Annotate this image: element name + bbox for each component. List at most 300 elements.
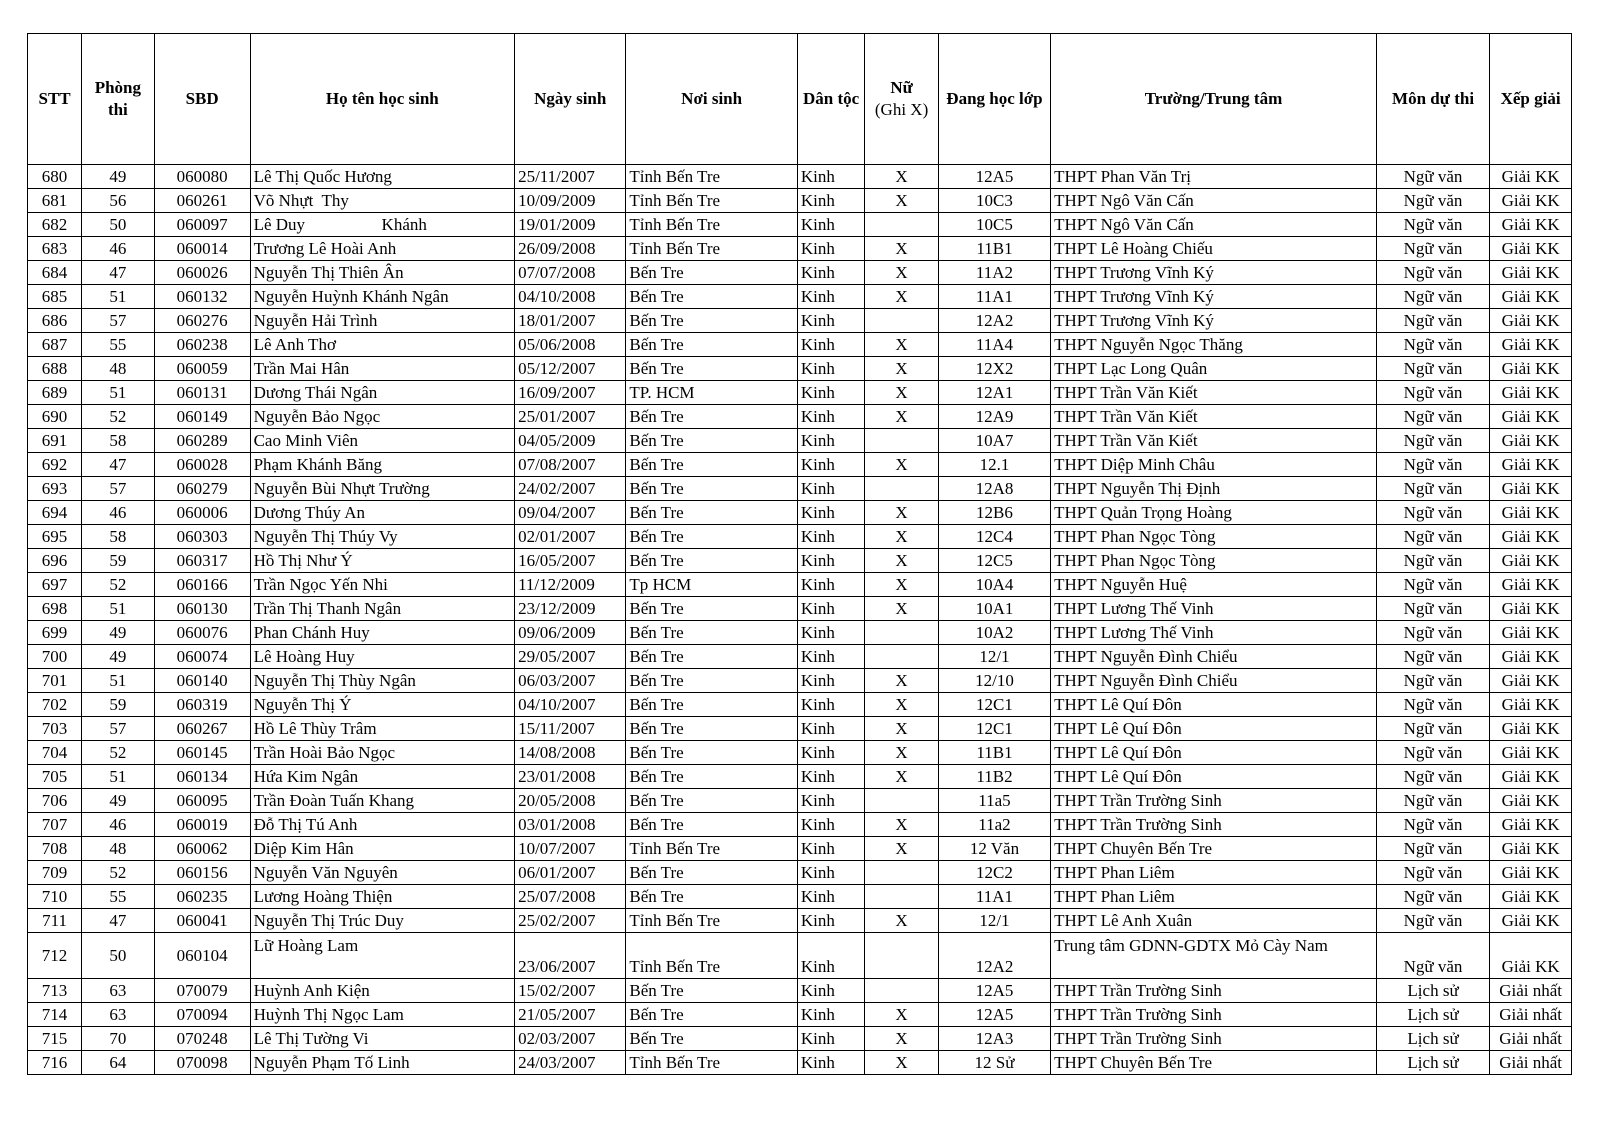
header-mon: Môn dự thi xyxy=(1376,34,1489,165)
cell-sbd: 070079 xyxy=(154,979,250,1003)
cell-truong: THPT Ngô Văn Cấn xyxy=(1051,213,1377,237)
cell-ho-ten: Nguyễn Bảo Ngọc xyxy=(250,405,514,429)
cell-nu: X xyxy=(865,261,939,285)
cell-mon: Ngữ văn xyxy=(1376,549,1489,573)
cell-sbd: 060006 xyxy=(154,501,250,525)
cell-ngay-sinh: 23/01/2008 xyxy=(515,765,626,789)
cell-phong-thi: 70 xyxy=(82,1027,155,1051)
cell-ngay-sinh: 23/06/2007 xyxy=(515,933,626,979)
cell-dan-toc: Kinh xyxy=(797,717,864,741)
cell-dan-toc: Kinh xyxy=(797,1027,864,1051)
cell-mon: Ngữ văn xyxy=(1376,309,1489,333)
cell-lop: 10C3 xyxy=(938,189,1050,213)
cell-ho-ten: Trần Hoài Bảo Ngọc xyxy=(250,741,514,765)
cell-dan-toc: Kinh xyxy=(797,285,864,309)
cell-stt: 682 xyxy=(28,213,82,237)
cell-nu: X xyxy=(865,381,939,405)
cell-noi-sinh: Tỉnh Bến Tre xyxy=(626,837,798,861)
cell-sbd: 060019 xyxy=(154,813,250,837)
cell-lop: 12/1 xyxy=(938,645,1050,669)
cell-phong-thi: 46 xyxy=(82,813,155,837)
cell-ngay-sinh: 29/05/2007 xyxy=(515,645,626,669)
cell-nu: X xyxy=(865,189,939,213)
cell-lop: 10A7 xyxy=(938,429,1050,453)
header-dan-toc: Dân tộc xyxy=(797,34,864,165)
cell-dan-toc: Kinh xyxy=(797,165,864,189)
cell-truong: THPT Lê Quí Đôn xyxy=(1051,765,1377,789)
table-row xyxy=(28,381,1572,405)
cell-truong: THPT Nguyễn Đình Chiểu xyxy=(1051,669,1377,693)
cell-phong-thi: 56 xyxy=(82,189,155,213)
cell-nu: X xyxy=(865,909,939,933)
cell-dan-toc: Kinh xyxy=(797,669,864,693)
cell-phong-thi: 64 xyxy=(82,1051,155,1075)
cell-noi-sinh: Bến Tre xyxy=(626,357,798,381)
cell-ngay-sinh: 02/03/2007 xyxy=(515,1027,626,1051)
cell-nu xyxy=(865,979,939,1003)
cell-phong-thi: 48 xyxy=(82,837,155,861)
cell-sbd: 060014 xyxy=(154,237,250,261)
cell-dan-toc: Kinh xyxy=(797,213,864,237)
table-row xyxy=(28,429,1572,453)
cell-giai: Giải KK xyxy=(1490,477,1572,501)
cell-mon: Ngữ văn xyxy=(1376,573,1489,597)
cell-nu: X xyxy=(865,1003,939,1027)
cell-lop: 12C4 xyxy=(938,525,1050,549)
cell-truong: THPT Trần Trường Sinh xyxy=(1051,979,1377,1003)
cell-mon: Ngữ văn xyxy=(1376,477,1489,501)
cell-stt: 714 xyxy=(28,1003,82,1027)
cell-stt: 711 xyxy=(28,909,82,933)
cell-nu xyxy=(865,933,939,979)
cell-stt: 707 xyxy=(28,813,82,837)
cell-giai: Giải KK xyxy=(1490,813,1572,837)
cell-dan-toc: Kinh xyxy=(797,573,864,597)
cell-phong-thi: 58 xyxy=(82,429,155,453)
cell-giai: Giải KK xyxy=(1490,645,1572,669)
cell-ho-ten: Nguyễn Thị Ý xyxy=(250,693,514,717)
cell-truong: THPT Lạc Long Quân xyxy=(1051,357,1377,381)
cell-ngay-sinh: 10/09/2009 xyxy=(515,189,626,213)
table-row xyxy=(28,813,1572,837)
cell-mon: Ngữ văn xyxy=(1376,645,1489,669)
cell-nu xyxy=(865,429,939,453)
cell-truong: THPT Ngô Văn Cấn xyxy=(1051,189,1377,213)
cell-stt: 685 xyxy=(28,285,82,309)
cell-ngay-sinh: 18/01/2007 xyxy=(515,309,626,333)
cell-phong-thi: 58 xyxy=(82,525,155,549)
cell-noi-sinh: Tỉnh Bến Tre xyxy=(626,189,798,213)
cell-giai: Giải KK xyxy=(1490,213,1572,237)
cell-dan-toc: Kinh xyxy=(797,645,864,669)
cell-ho-ten: Phan Chánh Huy xyxy=(250,621,514,645)
cell-mon: Ngữ văn xyxy=(1376,669,1489,693)
cell-lop: 10A2 xyxy=(938,621,1050,645)
table-row xyxy=(28,741,1572,765)
table-row xyxy=(28,165,1572,189)
cell-sbd: 060279 xyxy=(154,477,250,501)
header-ngay-sinh: Ngày sinh xyxy=(515,34,626,165)
cell-dan-toc: Kinh xyxy=(797,357,864,381)
cell-ngay-sinh: 26/09/2008 xyxy=(515,237,626,261)
cell-mon: Ngữ văn xyxy=(1376,237,1489,261)
cell-sbd: 060074 xyxy=(154,645,250,669)
cell-ho-ten: Nguyễn Phạm Tố Linh xyxy=(250,1051,514,1075)
cell-phong-thi: 50 xyxy=(82,213,155,237)
cell-ngay-sinh: 07/07/2008 xyxy=(515,261,626,285)
cell-mon: Lịch sử xyxy=(1376,1027,1489,1051)
cell-mon: Ngữ văn xyxy=(1376,837,1489,861)
cell-stt: 695 xyxy=(28,525,82,549)
cell-phong-thi: 50 xyxy=(82,933,155,979)
cell-truong: THPT Nguyễn Ngọc Thăng xyxy=(1051,333,1377,357)
cell-nu: X xyxy=(865,741,939,765)
cell-lop: 12/10 xyxy=(938,669,1050,693)
cell-dan-toc: Kinh xyxy=(797,261,864,285)
table-row xyxy=(28,213,1572,237)
cell-ngay-sinh: 25/01/2007 xyxy=(515,405,626,429)
cell-ho-ten: Lương Hoàng Thiện xyxy=(250,885,514,909)
cell-ngay-sinh: 14/08/2008 xyxy=(515,741,626,765)
cell-ho-ten: Hồ Thị Như Ý xyxy=(250,549,514,573)
cell-stt: 701 xyxy=(28,669,82,693)
cell-lop: 12A5 xyxy=(938,165,1050,189)
table-row xyxy=(28,309,1572,333)
cell-truong: THPT Chuyên Bến Tre xyxy=(1051,1051,1377,1075)
table-row xyxy=(28,645,1572,669)
cell-phong-thi: 52 xyxy=(82,405,155,429)
cell-phong-thi: 52 xyxy=(82,573,155,597)
cell-dan-toc: Kinh xyxy=(797,789,864,813)
cell-giai: Giải KK xyxy=(1490,597,1572,621)
cell-stt: 712 xyxy=(28,933,82,979)
cell-stt: 706 xyxy=(28,789,82,813)
cell-giai: Giải KK xyxy=(1490,453,1572,477)
cell-noi-sinh: Tỉnh Bến Tre xyxy=(626,165,798,189)
cell-stt: 715 xyxy=(28,1027,82,1051)
cell-truong: THPT Lương Thế Vinh xyxy=(1051,621,1377,645)
table-row xyxy=(28,333,1572,357)
cell-nu: X xyxy=(865,717,939,741)
cell-stt: 704 xyxy=(28,741,82,765)
cell-sbd: 060238 xyxy=(154,333,250,357)
cell-truong: THPT Phan Ngọc Tòng xyxy=(1051,525,1377,549)
cell-noi-sinh: TP. HCM xyxy=(626,381,798,405)
cell-stt: 681 xyxy=(28,189,82,213)
cell-nu: X xyxy=(865,813,939,837)
header-nu-sub: (Ghi X) xyxy=(874,100,929,119)
cell-giai: Giải nhất xyxy=(1490,1027,1572,1051)
cell-dan-toc: Kinh xyxy=(797,909,864,933)
cell-sbd: 060166 xyxy=(154,573,250,597)
cell-lop: 12/1 xyxy=(938,909,1050,933)
cell-truong: THPT Trần Trường Sinh xyxy=(1051,1003,1377,1027)
cell-mon: Lịch sử xyxy=(1376,1003,1489,1027)
cell-ho-ten: Lê Thị Tường Vi xyxy=(250,1027,514,1051)
cell-stt: 687 xyxy=(28,333,82,357)
cell-dan-toc: Kinh xyxy=(797,429,864,453)
cell-lop: 12X2 xyxy=(938,357,1050,381)
cell-nu: X xyxy=(865,357,939,381)
cell-phong-thi: 52 xyxy=(82,861,155,885)
cell-ho-ten: Lê Hoàng Huy xyxy=(250,645,514,669)
cell-giai: Giải KK xyxy=(1490,741,1572,765)
cell-stt: 709 xyxy=(28,861,82,885)
cell-ho-ten: Cao Minh Viên xyxy=(250,429,514,453)
cell-noi-sinh: Bến Tre xyxy=(626,621,798,645)
cell-nu: X xyxy=(865,693,939,717)
cell-truong: THPT Nguyễn Thị Định xyxy=(1051,477,1377,501)
header-nu-label: Nữ xyxy=(890,78,913,97)
cell-phong-thi: 57 xyxy=(82,309,155,333)
cell-ngay-sinh: 16/05/2007 xyxy=(515,549,626,573)
cell-ho-ten: Nguyễn Thị Thúy Vy xyxy=(250,525,514,549)
table-row xyxy=(28,189,1572,213)
cell-sbd: 070094 xyxy=(154,1003,250,1027)
cell-nu: X xyxy=(865,1051,939,1075)
cell-mon: Ngữ văn xyxy=(1376,693,1489,717)
cell-lop: 12A8 xyxy=(938,477,1050,501)
cell-mon: Ngữ văn xyxy=(1376,861,1489,885)
cell-noi-sinh: Bến Tre xyxy=(626,525,798,549)
cell-truong: THPT Diệp Minh Châu xyxy=(1051,453,1377,477)
cell-phong-thi: 47 xyxy=(82,909,155,933)
cell-truong: THPT Lê Quí Đôn xyxy=(1051,741,1377,765)
cell-sbd: 060267 xyxy=(154,717,250,741)
cell-sbd: 060104 xyxy=(154,933,250,979)
cell-giai: Giải KK xyxy=(1490,669,1572,693)
cell-phong-thi: 46 xyxy=(82,237,155,261)
cell-phong-thi: 52 xyxy=(82,741,155,765)
cell-phong-thi: 51 xyxy=(82,765,155,789)
cell-lop: 11B1 xyxy=(938,741,1050,765)
cell-truong: THPT Nguyễn Huệ xyxy=(1051,573,1377,597)
cell-dan-toc: Kinh xyxy=(797,885,864,909)
cell-sbd: 060028 xyxy=(154,453,250,477)
cell-mon: Ngữ văn xyxy=(1376,621,1489,645)
cell-noi-sinh: Bến Tre xyxy=(626,333,798,357)
cell-ho-ten: Hứa Kim Ngân xyxy=(250,765,514,789)
cell-ngay-sinh: 24/02/2007 xyxy=(515,477,626,501)
cell-giai: Giải KK xyxy=(1490,837,1572,861)
cell-truong: THPT Lê Hoàng Chiếu xyxy=(1051,237,1377,261)
cell-phong-thi: 47 xyxy=(82,453,155,477)
cell-dan-toc: Kinh xyxy=(797,1003,864,1027)
cell-ho-ten: Nguyễn Thị Thùy Ngân xyxy=(250,669,514,693)
cell-mon: Ngữ văn xyxy=(1376,741,1489,765)
cell-noi-sinh: Bến Tre xyxy=(626,669,798,693)
header-truong: Trường/Trung tâm xyxy=(1051,34,1377,165)
cell-truong: THPT Trần Trường Sinh xyxy=(1051,1027,1377,1051)
cell-stt: 686 xyxy=(28,309,82,333)
cell-giai: Giải KK xyxy=(1490,933,1572,979)
table-row xyxy=(28,405,1572,429)
results-table xyxy=(27,33,1572,1075)
cell-truong: THPT Chuyên Bến Tre xyxy=(1051,837,1377,861)
cell-giai: Giải KK xyxy=(1490,717,1572,741)
cell-giai: Giải KK xyxy=(1490,573,1572,597)
cell-sbd: 060156 xyxy=(154,861,250,885)
cell-stt: 708 xyxy=(28,837,82,861)
cell-nu: X xyxy=(865,501,939,525)
cell-truong: THPT Trần Trường Sinh xyxy=(1051,813,1377,837)
cell-ho-ten: Lê Anh Thơ xyxy=(250,333,514,357)
cell-sbd: 060041 xyxy=(154,909,250,933)
cell-stt: 696 xyxy=(28,549,82,573)
cell-phong-thi: 55 xyxy=(82,885,155,909)
cell-nu: X xyxy=(865,333,939,357)
cell-dan-toc: Kinh xyxy=(797,405,864,429)
cell-lop: 12 Văn xyxy=(938,837,1050,861)
cell-sbd: 060062 xyxy=(154,837,250,861)
cell-mon: Ngữ văn xyxy=(1376,213,1489,237)
table-row xyxy=(28,789,1572,813)
cell-noi-sinh: Bến Tre xyxy=(626,261,798,285)
cell-dan-toc: Kinh xyxy=(797,813,864,837)
table-row xyxy=(28,501,1572,525)
cell-ngay-sinh: 03/01/2008 xyxy=(515,813,626,837)
cell-noi-sinh: Tỉnh Bến Tre xyxy=(626,237,798,261)
cell-lop: 12C1 xyxy=(938,693,1050,717)
cell-dan-toc: Kinh xyxy=(797,597,864,621)
cell-nu xyxy=(865,789,939,813)
table-row xyxy=(28,693,1572,717)
cell-dan-toc: Kinh xyxy=(797,309,864,333)
cell-sbd: 060130 xyxy=(154,597,250,621)
cell-nu: X xyxy=(865,597,939,621)
cell-noi-sinh: Bến Tre xyxy=(626,597,798,621)
header-ho-ten: Họ tên học sinh xyxy=(250,34,514,165)
cell-noi-sinh: Bến Tre xyxy=(626,405,798,429)
cell-nu xyxy=(865,645,939,669)
cell-ngay-sinh: 16/09/2007 xyxy=(515,381,626,405)
cell-mon: Ngữ văn xyxy=(1376,285,1489,309)
cell-mon: Ngữ văn xyxy=(1376,357,1489,381)
cell-ho-ten: Phạm Khánh Băng xyxy=(250,453,514,477)
cell-lop: 12.1 xyxy=(938,453,1050,477)
table-row xyxy=(28,765,1572,789)
cell-mon: Ngữ văn xyxy=(1376,813,1489,837)
cell-phong-thi: 46 xyxy=(82,501,155,525)
cell-noi-sinh: Bến Tre xyxy=(626,429,798,453)
cell-lop: 10C5 xyxy=(938,213,1050,237)
cell-truong: THPT Nguyễn Đình Chiểu xyxy=(1051,645,1377,669)
cell-giai: Giải KK xyxy=(1490,165,1572,189)
cell-phong-thi: 47 xyxy=(82,261,155,285)
cell-giai: Giải KK xyxy=(1490,549,1572,573)
cell-stt: 700 xyxy=(28,645,82,669)
cell-ho-ten: Dương Thái Ngân xyxy=(250,381,514,405)
cell-noi-sinh: Tp HCM xyxy=(626,573,798,597)
table-row xyxy=(28,861,1572,885)
cell-mon: Ngữ văn xyxy=(1376,765,1489,789)
cell-nu: X xyxy=(865,525,939,549)
cell-lop: 10A4 xyxy=(938,573,1050,597)
cell-lop: 12A3 xyxy=(938,1027,1050,1051)
cell-stt: 689 xyxy=(28,381,82,405)
cell-nu: X xyxy=(865,549,939,573)
cell-noi-sinh: Bến Tre xyxy=(626,813,798,837)
cell-phong-thi: 51 xyxy=(82,597,155,621)
cell-ngay-sinh: 15/02/2007 xyxy=(515,979,626,1003)
cell-mon: Ngữ văn xyxy=(1376,429,1489,453)
cell-dan-toc: Kinh xyxy=(797,477,864,501)
table-row xyxy=(28,597,1572,621)
cell-ngay-sinh: 24/03/2007 xyxy=(515,1051,626,1075)
cell-sbd: 060076 xyxy=(154,621,250,645)
cell-lop: 12A2 xyxy=(938,309,1050,333)
cell-phong-thi: 63 xyxy=(82,1003,155,1027)
cell-ngay-sinh: 15/11/2007 xyxy=(515,717,626,741)
cell-truong: THPT Phan Ngọc Tòng xyxy=(1051,549,1377,573)
cell-noi-sinh: Bến Tre xyxy=(626,861,798,885)
cell-lop: 12C5 xyxy=(938,549,1050,573)
cell-giai: Giải KK xyxy=(1490,333,1572,357)
cell-phong-thi: 57 xyxy=(82,717,155,741)
cell-ngay-sinh: 05/12/2007 xyxy=(515,357,626,381)
table-row xyxy=(28,549,1572,573)
cell-nu: X xyxy=(865,669,939,693)
cell-dan-toc: Kinh xyxy=(797,693,864,717)
cell-sbd: 060149 xyxy=(154,405,250,429)
cell-mon: Ngữ văn xyxy=(1376,789,1489,813)
cell-mon: Ngữ văn xyxy=(1376,933,1489,979)
cell-ngay-sinh: 04/05/2009 xyxy=(515,429,626,453)
cell-dan-toc: Kinh xyxy=(797,189,864,213)
cell-giai: Giải KK xyxy=(1490,309,1572,333)
cell-ho-ten: Nguyễn Huỳnh Khánh Ngân xyxy=(250,285,514,309)
cell-ho-ten: Huỳnh Thị Ngọc Lam xyxy=(250,1003,514,1027)
cell-truong: THPT Trương Vĩnh Ký xyxy=(1051,309,1377,333)
cell-ho-ten: Lữ Hoàng Lam xyxy=(250,933,514,979)
cell-nu xyxy=(865,477,939,501)
cell-lop: 12A5 xyxy=(938,1003,1050,1027)
table-row xyxy=(28,261,1572,285)
cell-truong: Trung tâm GDNN-GDTX Mỏ Cày Nam xyxy=(1051,933,1377,979)
cell-giai: Giải KK xyxy=(1490,405,1572,429)
cell-sbd: 060145 xyxy=(154,741,250,765)
table-row xyxy=(28,1027,1572,1051)
cell-giai: Giải KK xyxy=(1490,525,1572,549)
cell-nu: X xyxy=(865,285,939,309)
cell-stt: 690 xyxy=(28,405,82,429)
table-row xyxy=(28,979,1572,1003)
cell-stt: 693 xyxy=(28,477,82,501)
cell-dan-toc: Kinh xyxy=(797,549,864,573)
cell-mon: Lịch sử xyxy=(1376,979,1489,1003)
cell-phong-thi: 51 xyxy=(82,669,155,693)
cell-stt: 692 xyxy=(28,453,82,477)
table-row xyxy=(28,237,1572,261)
cell-mon: Ngữ văn xyxy=(1376,525,1489,549)
cell-noi-sinh: Tỉnh Bến Tre xyxy=(626,213,798,237)
cell-nu xyxy=(865,885,939,909)
cell-mon: Ngữ văn xyxy=(1376,165,1489,189)
header-row xyxy=(28,34,1572,165)
cell-nu: X xyxy=(865,165,939,189)
cell-ho-ten: Võ Nhựt Thy xyxy=(250,189,514,213)
cell-truong: THPT Quản Trọng Hoàng xyxy=(1051,501,1377,525)
cell-ngay-sinh: 04/10/2007 xyxy=(515,693,626,717)
cell-noi-sinh: Bến Tre xyxy=(626,693,798,717)
cell-noi-sinh: Bến Tre xyxy=(626,1003,798,1027)
cell-noi-sinh: Tỉnh Bến Tre xyxy=(626,933,798,979)
cell-lop: 11A2 xyxy=(938,261,1050,285)
cell-giai: Giải KK xyxy=(1490,429,1572,453)
cell-ngay-sinh: 21/05/2007 xyxy=(515,1003,626,1027)
cell-noi-sinh: Bến Tre xyxy=(626,789,798,813)
cell-noi-sinh: Bến Tre xyxy=(626,765,798,789)
